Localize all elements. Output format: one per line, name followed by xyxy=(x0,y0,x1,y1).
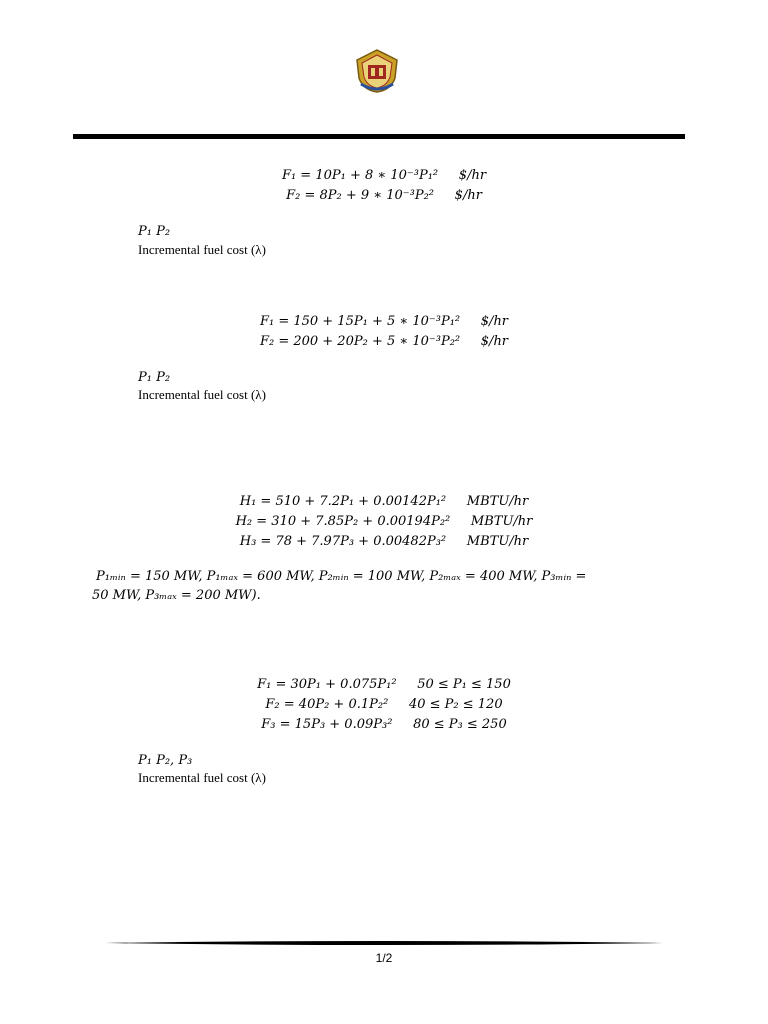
university-seal-logo xyxy=(353,48,401,94)
equation-f1-group1: F₁ = 10P₁ + 8 ∗ 10⁻³P₁² $/hr xyxy=(281,168,487,183)
equation-f2-group1: F₂ = 8P₂ + 9 ∗ 10⁻³P₂² $/hr xyxy=(286,188,482,203)
variables-group4: P₁ P₂, P₃ xyxy=(138,753,193,768)
equation-f2-group4: F₂ = 40P₂ + 0.1P₂² 40 ≤ P₂ ≤ 120 xyxy=(265,697,503,712)
equation-h3-group3: H₃ = 78 + 7.97P₃ + 0.00482P₃² MBTU/hr xyxy=(239,534,529,549)
generation-limits-line1: P₁ₘᵢₙ = 150 MW, P₁ₘₐₓ = 600 MW, P₂ₘᵢₙ = 100 MW, P₂ₘₐₓ = 400 MW, P₃ₘᵢₙ = xyxy=(96,569,587,584)
equation-f1-group2: F₁ = 150 + 15P₁ + 5 ∗ 10⁻³P₁² $/hr xyxy=(259,314,509,329)
equation-f3-group4: F₃ = 15P₃ + 0.09P₃² 80 ≤ P₃ ≤ 250 xyxy=(261,717,507,732)
variables-group2: P₁ P₂ xyxy=(138,370,171,385)
equation-h1-group3: H₁ = 510 + 7.2P₁ + 0.00142P₁² MBTU/hr xyxy=(239,494,529,509)
generation-limits-line2: 50 MW, P₃ₘₐₓ = 200 MW). xyxy=(92,588,261,603)
incremental-cost-label-group4: Incremental fuel cost (λ) xyxy=(138,770,266,785)
equation-f2-group2: F₂ = 200 + 20P₂ + 5 ∗ 10⁻³P₂² $/hr xyxy=(259,334,509,349)
incremental-cost-label-group2: Incremental fuel cost (λ) xyxy=(138,387,266,402)
header-rule xyxy=(73,134,685,139)
page-number: 1/2 xyxy=(375,951,393,965)
footer-rule xyxy=(105,940,663,946)
incremental-cost-label-group1: Incremental fuel cost (λ) xyxy=(138,242,266,257)
equation-f1-group4: F₁ = 30P₁ + 0.075P₁² 50 ≤ P₁ ≤ 150 xyxy=(257,677,511,692)
equation-h2-group3: H₂ = 310 + 7.85P₂ + 0.00194P₂² MBTU/hr xyxy=(235,514,533,529)
variables-group1: P₁ P₂ xyxy=(138,224,171,239)
